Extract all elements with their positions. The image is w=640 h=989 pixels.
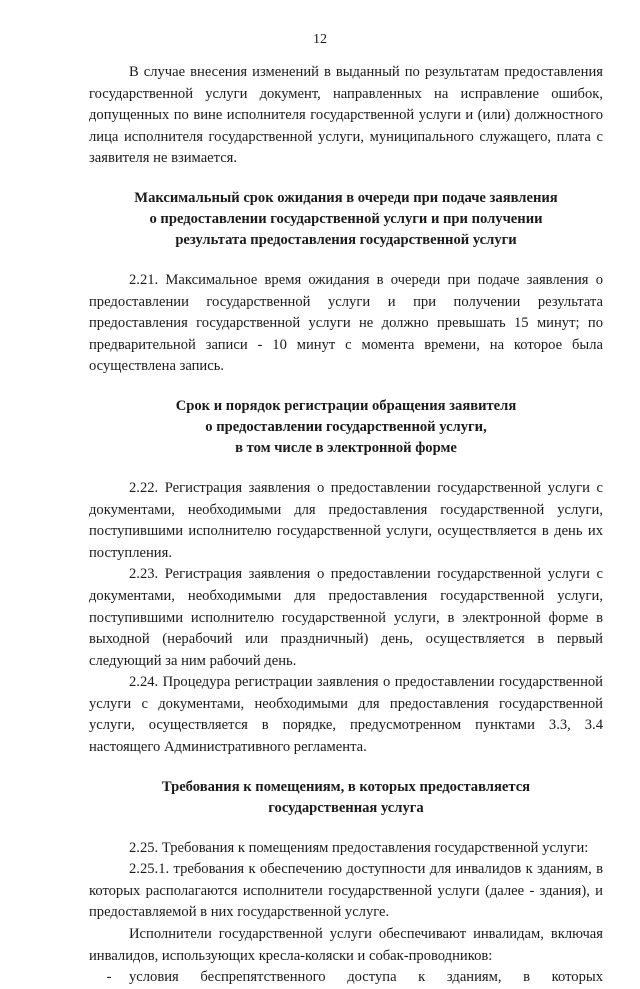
spacer: [89, 378, 603, 396]
page-number: 12: [313, 32, 327, 47]
heading-line: Срок и порядок регистрации обращения заявителя: [175, 397, 517, 414]
section-heading: [89, 396, 603, 459]
section-heading: [89, 777, 603, 819]
section-heading: [89, 188, 603, 251]
heading-line: государственная услуга: [268, 799, 424, 816]
spacer: [89, 759, 603, 777]
spacer: [89, 170, 603, 188]
paragraph: 2.25.1. требования к обеспечению доступности для инвалидов к зданиям, в которых располагаются исполнители государственной услуги (далее - здания), и предоставляемой в них государственной услуге.: [89, 861, 603, 921]
paragraph: Исполнители государственной услуги обеспечивают инвалидам, включая инвалидов, использующих кресла-коляски и собак-проводников:: [89, 926, 603, 964]
heading-line: о предоставлении государственной услуги,: [205, 418, 487, 435]
heading-line: Максимальный срок ожидания в очереди при подаче заявления: [134, 189, 558, 206]
list-dash: -: [106, 969, 112, 986]
paragraph: 2.21. Максимальное время ожидания в очереди при подаче заявления о предоставлении государственной услуги и при получении результата предоставления государственной услуги не должно превышать 15 минут; по предварительной записи - 10 минут с момента времени, на которое была осуществлена запись.: [89, 271, 603, 375]
paragraph: В случае внесения изменений в выданный по результатам предоставления государственной услуги документ, направленных на исправление ошибок, допущенных по вине исполнителя государственной услуги и (или) должностного лица исполнителя государственной услуги, муниципального служащего, плата с заявителя не взимается.: [89, 64, 603, 167]
heading-line: о предоставлении государственной услуги и при получении: [149, 210, 543, 227]
document-body: [89, 62, 603, 989]
list-item: [89, 967, 603, 989]
list-item-text: условия беспрепятственного доступа к зданиям, в которых: [129, 969, 603, 986]
spacer: [89, 819, 603, 838]
heading-line: результата предоставления государственной услуги: [175, 231, 517, 248]
heading-line: Требования к помещениям, в которых предоставляется: [161, 778, 531, 795]
spacer: [89, 459, 603, 478]
paragraph: 2.22. Регистрация заявления о предоставлении государственной услуги с документами, необходимыми для предоставления государственной услуги, поступившими исполнителю государственной услуги, осуществляется в день их поступления.: [89, 479, 603, 561]
heading-line: в том числе в электронной форме: [235, 439, 457, 456]
spacer: [89, 251, 603, 270]
paragraph: 2.24. Процедура регистрации заявления о предоставлении государственной услуги с документами, необходимыми для предоставления государственной услуги, осуществляется в порядке, предусмотренном пунктами 3.3, 3.4 настоящего Административного регламента.: [89, 674, 603, 756]
paragraph: 2.25. Требования к помещениям предоставления государственной услуги:: [129, 839, 589, 856]
paragraph: 2.23. Регистрация заявления о предоставлении государственной услуги с документами, необходимыми для предоставления государственной услуги, поступившими исполнителю государственной услуги, в электронной форме в выходной (нерабочий или праздничный) день, осуществляется в первый следующий за ним рабочий день.: [89, 566, 603, 669]
